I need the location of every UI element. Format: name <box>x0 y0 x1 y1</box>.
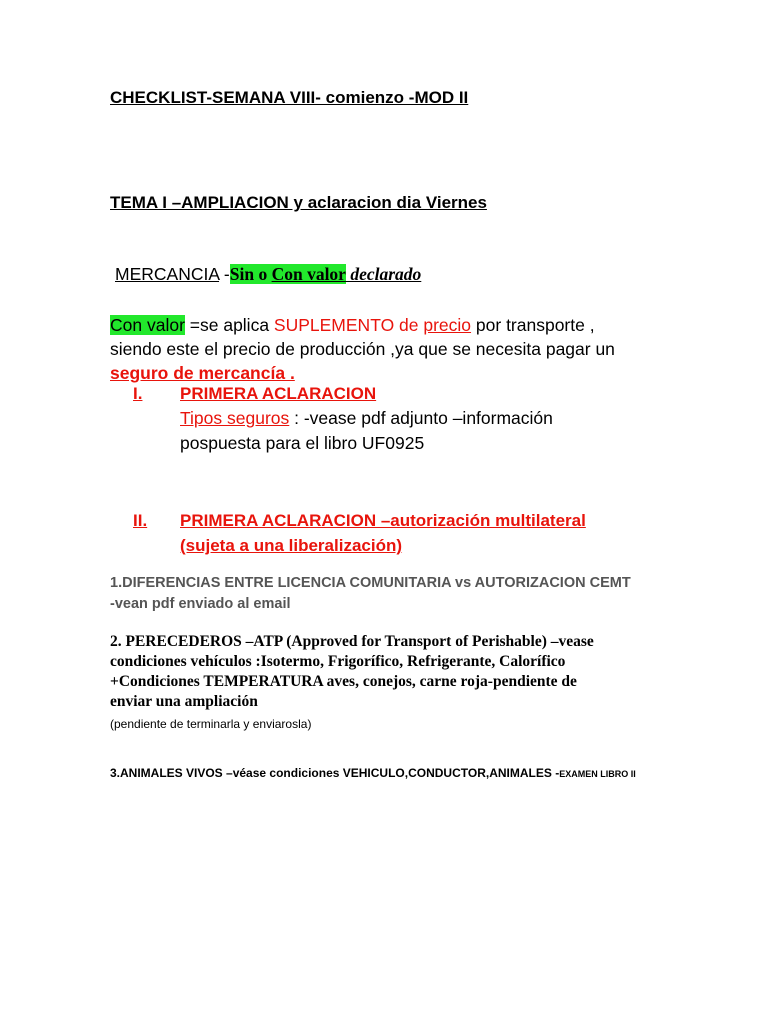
tipos-seguros-label: Tipos seguros <box>180 408 290 428</box>
sin-o-highlight: Sin o <box>229 264 272 284</box>
item-2-line-4: enviar una ampliación <box>110 693 258 710</box>
section-1-title: PRIMERA ACLARACION <box>180 384 377 403</box>
section-2-number: II. <box>133 511 148 530</box>
document-title: CHECKLIST-SEMANA VIII- comienzo -MOD II <box>110 88 469 107</box>
declarado-text: declarado <box>345 264 422 284</box>
mercancia-dash: - <box>219 264 230 284</box>
item-3-main: 3.ANIMALES VIVOS –véase condiciones VEHICULO,CONDUCTOR,ANIMALES - <box>110 766 560 780</box>
tipos-seguros-block <box>180 406 553 456</box>
seguro-mercancia: seguro de mercancía . <box>110 363 295 383</box>
item-2-line-2: condiciones vehículos :Isotermo, Frigorífico, Refrigerante, Calorífico <box>110 653 566 670</box>
section-1-number: I. <box>133 384 143 403</box>
item-1-line-2: -vean pdf enviado al email <box>110 596 291 612</box>
item-2-line-3: +Condiciones TEMPERATURA aves, conejos, carne roja-pendiente de <box>110 673 577 690</box>
section-2-title-line-1: PRIMERA ACLARACION –autorización multilateral <box>180 511 586 530</box>
item-1-line-1: 1.DIFERENCIAS ENTRE LICENCIA COMUNITARIA vs AUTORIZACION CEMT <box>110 575 631 591</box>
tipos-seguros-line-2: pospuesta para el libro UF0925 <box>180 433 425 453</box>
precio-text: precio <box>423 315 472 335</box>
section-2-title-line-2: (sujeta a una liberalización) <box>180 536 403 555</box>
con-valor-text-2: por transporte , <box>471 315 595 335</box>
mercancia-label: MERCANCIA <box>115 264 220 284</box>
item-2-perecederos <box>110 632 594 734</box>
item-2-line-1: 2. PERECEDEROS –ATP (Approved for Transport of Perishable) –vease <box>110 633 594 650</box>
con-valor-line-2: siendo este el precio de producción ,ya que se necesita pagar un <box>110 339 615 359</box>
suplemento-text: SUPLEMENTO de <box>273 315 424 335</box>
con-valor-tag: Con valor <box>110 315 185 335</box>
item-3-animales <box>110 766 636 780</box>
item-1-diferencias <box>110 573 631 615</box>
con-valor-text-1: =se aplica <box>184 315 274 335</box>
mercancia-line <box>115 264 421 285</box>
item-3-small: EXAMEN LIBRO II <box>559 769 636 779</box>
item-2-note: (pendiente de terminarla y enviarosla) <box>110 717 312 731</box>
tema-heading: TEMA I –AMPLIACION y aclaracion dia Viernes <box>110 193 487 212</box>
con-valor-highlight: Con valor <box>271 264 346 284</box>
con-valor-paragraph <box>110 313 615 385</box>
tipos-seguros-text: : -vease pdf adjunto –información <box>289 408 553 428</box>
